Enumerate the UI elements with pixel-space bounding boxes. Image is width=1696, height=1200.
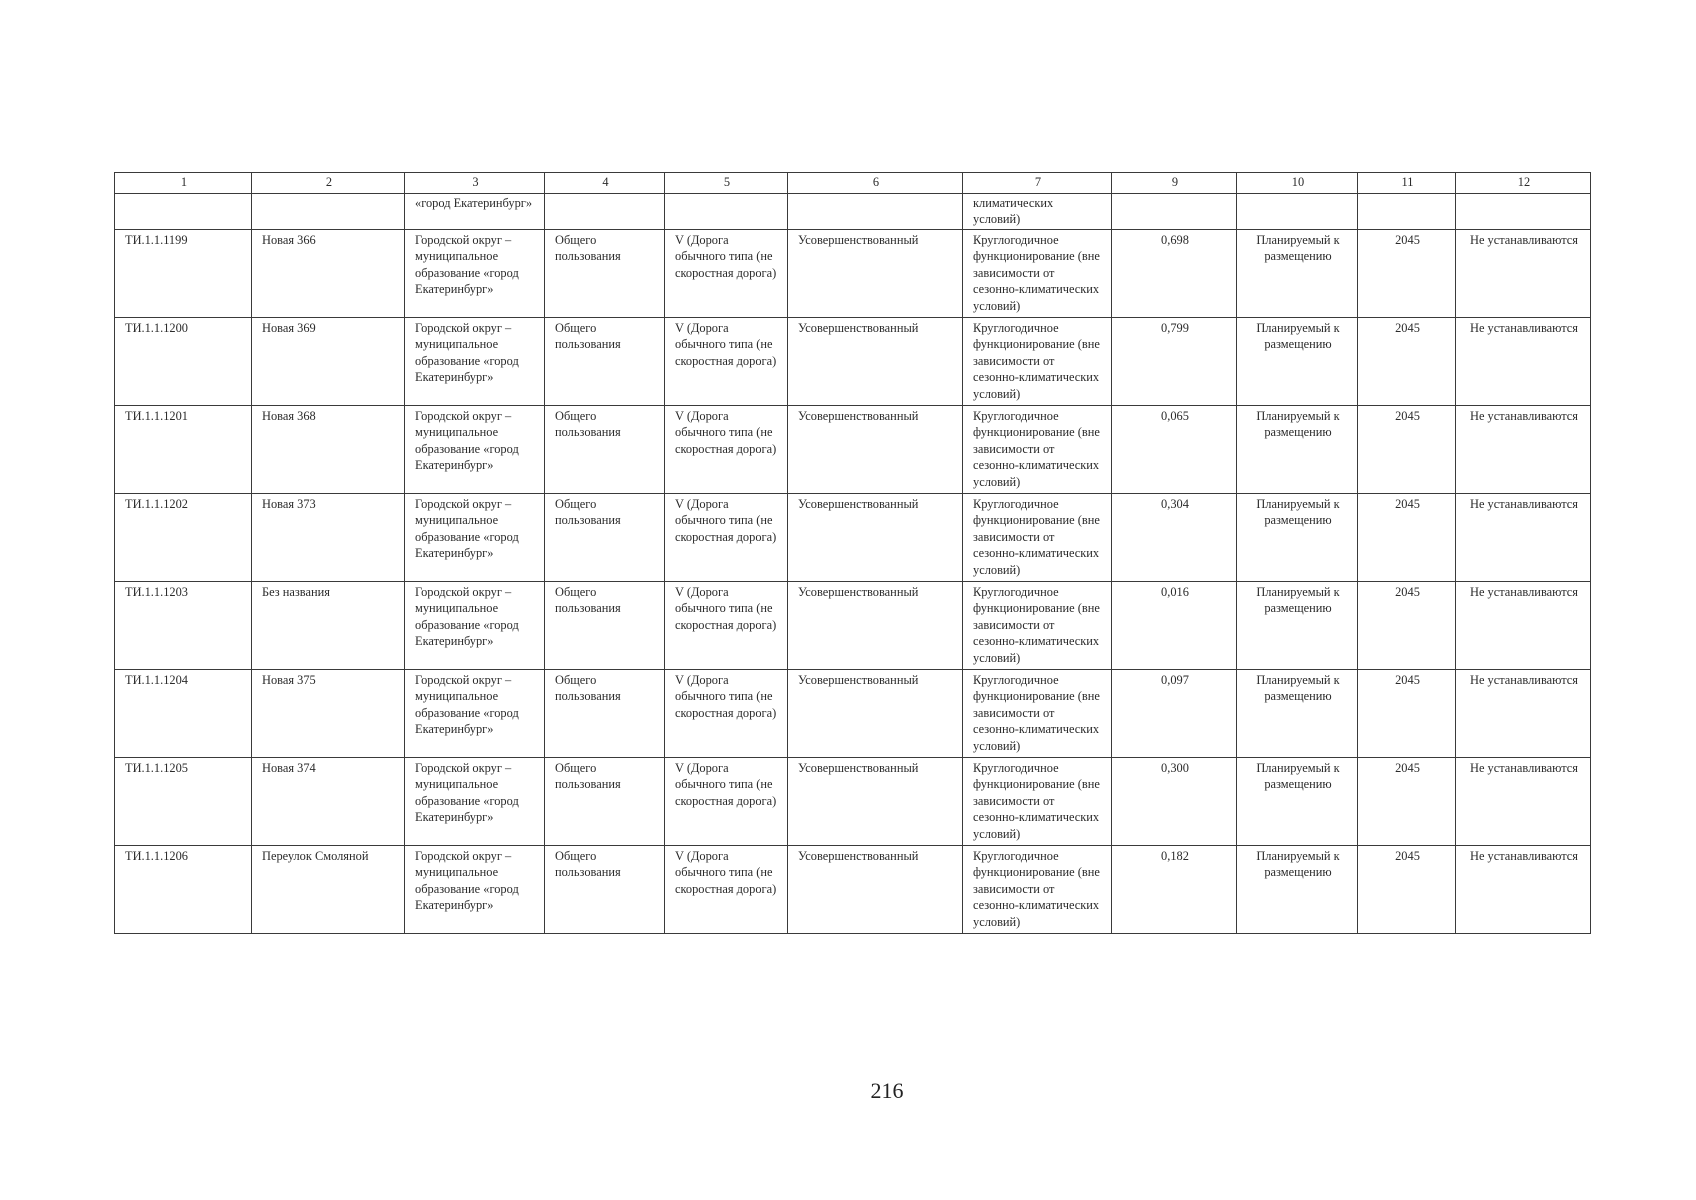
table-cell	[1456, 194, 1591, 230]
status-cell: Планируемый к размещению	[1237, 230, 1358, 318]
status-cell: Планируемый к размещению	[1237, 582, 1358, 670]
limits-cell: Не устанавливаются	[1456, 230, 1591, 318]
road-id-cell: ТИ.1.1.1202	[115, 494, 252, 582]
road-name-cell: Новая 368	[252, 406, 405, 494]
table-row	[115, 230, 1591, 318]
table-cell	[545, 194, 665, 230]
length-cell: 0,799	[1112, 318, 1237, 406]
col-header: 5	[665, 173, 788, 194]
col-header: 3	[405, 173, 545, 194]
table-cell	[252, 194, 405, 230]
table-cell	[788, 194, 963, 230]
road-id-cell: ТИ.1.1.1204	[115, 670, 252, 758]
purpose-cell: Общего пользования	[545, 582, 665, 670]
year-cell: 2045	[1358, 230, 1456, 318]
limits-cell: Не устанавливаются	[1456, 494, 1591, 582]
road-name-cell: Новая 375	[252, 670, 405, 758]
year-cell: 2045	[1358, 318, 1456, 406]
table-cell	[1358, 194, 1456, 230]
category-cell: V (Дорога обычного типа (не скоростная дорога)	[665, 582, 788, 670]
col-header: 7	[963, 173, 1112, 194]
road-name-cell: Новая 374	[252, 758, 405, 846]
category-cell: V (Дорога обычного типа (не скоростная дорога)	[665, 406, 788, 494]
municipality-cell: Городской округ – муниципальное образование «город Екатеринбург»	[405, 846, 545, 934]
limits-cell: Не устанавливаются	[1456, 318, 1591, 406]
purpose-cell: Общего пользования	[545, 846, 665, 934]
road-id-cell: ТИ.1.1.1200	[115, 318, 252, 406]
table-cell	[1237, 194, 1358, 230]
mode-cell: Круглогодичное функционирование (вне зависимости от сезонно-климатических условий)	[963, 406, 1112, 494]
surface-cell: Усовершенствованный	[788, 318, 963, 406]
municipality-cell: Городской округ – муниципальное образование «город Екатеринбург»	[405, 318, 545, 406]
header-row	[115, 173, 1591, 194]
roads-table	[114, 172, 1591, 934]
road-name-cell: Новая 373	[252, 494, 405, 582]
category-cell: V (Дорога обычного типа (не скоростная дорога)	[665, 846, 788, 934]
table-row	[115, 670, 1591, 758]
municipality-cell: Городской округ – муниципальное образование «город Екатеринбург»	[405, 758, 545, 846]
road-name-cell: Новая 369	[252, 318, 405, 406]
road-id-cell: ТИ.1.1.1199	[115, 230, 252, 318]
road-name-cell: Новая 366	[252, 230, 405, 318]
col-header: 4	[545, 173, 665, 194]
mode-cell: Круглогодичное функционирование (вне зависимости от сезонно-климатических условий)	[963, 846, 1112, 934]
surface-cell: Усовершенствованный	[788, 670, 963, 758]
municipality-cell: Городской округ – муниципальное образование «город Екатеринбург»	[405, 582, 545, 670]
table-cell	[115, 194, 252, 230]
year-cell: 2045	[1358, 582, 1456, 670]
length-cell: 0,065	[1112, 406, 1237, 494]
surface-cell: Усовершенствованный	[788, 230, 963, 318]
status-cell: Планируемый к размещению	[1237, 846, 1358, 934]
status-cell: Планируемый к размещению	[1237, 670, 1358, 758]
category-cell: V (Дорога обычного типа (не скоростная дорога)	[665, 318, 788, 406]
table-row	[115, 406, 1591, 494]
purpose-cell: Общего пользования	[545, 406, 665, 494]
year-cell: 2045	[1358, 846, 1456, 934]
table-row	[115, 846, 1591, 934]
municipality-cell: Городской округ – муниципальное образование «город Екатеринбург»	[405, 230, 545, 318]
status-cell: Планируемый к размещению	[1237, 318, 1358, 406]
municipality-cell: Городской округ – муниципальное образование «город Екатеринбург»	[405, 406, 545, 494]
mode-cell: Круглогодичное функционирование (вне зависимости от сезонно-климатических условий)	[963, 230, 1112, 318]
length-cell: 0,304	[1112, 494, 1237, 582]
category-cell: V (Дорога обычного типа (не скоростная дорога)	[665, 494, 788, 582]
mode-cell: Круглогодичное функционирование (вне зависимости от сезонно-климатических условий)	[963, 582, 1112, 670]
continuation-row	[115, 194, 1591, 230]
year-cell: 2045	[1358, 758, 1456, 846]
mode-cell: Круглогодичное функционирование (вне зависимости от сезонно-климатических условий)	[963, 318, 1112, 406]
limits-cell: Не устанавливаются	[1456, 758, 1591, 846]
surface-cell: Усовершенствованный	[788, 494, 963, 582]
surface-cell: Усовершенствованный	[788, 758, 963, 846]
table-row	[115, 582, 1591, 670]
mode-cell: Круглогодичное функционирование (вне зависимости от сезонно-климатических условий)	[963, 670, 1112, 758]
road-id-cell: ТИ.1.1.1201	[115, 406, 252, 494]
limits-cell: Не устанавливаются	[1456, 406, 1591, 494]
category-cell: V (Дорога обычного типа (не скоростная дорога)	[665, 230, 788, 318]
length-cell: 0,300	[1112, 758, 1237, 846]
purpose-cell: Общего пользования	[545, 758, 665, 846]
col-header: 11	[1358, 173, 1456, 194]
table-row	[115, 318, 1591, 406]
surface-cell: Усовершенствованный	[788, 846, 963, 934]
purpose-cell: Общего пользования	[545, 318, 665, 406]
col-header: 2	[252, 173, 405, 194]
col-header: 10	[1237, 173, 1358, 194]
year-cell: 2045	[1358, 494, 1456, 582]
road-name-cell: Без названия	[252, 582, 405, 670]
status-cell: Планируемый к размещению	[1237, 758, 1358, 846]
continuation-municipality: «город Екатеринбург»	[405, 194, 545, 230]
length-cell: 0,097	[1112, 670, 1237, 758]
limits-cell: Не устанавливаются	[1456, 846, 1591, 934]
purpose-cell: Общего пользования	[545, 230, 665, 318]
municipality-cell: Городской округ – муниципальное образование «город Екатеринбург»	[405, 670, 545, 758]
purpose-cell: Общего пользования	[545, 494, 665, 582]
year-cell: 2045	[1358, 670, 1456, 758]
mode-cell: Круглогодичное функционирование (вне зависимости от сезонно-климатических условий)	[963, 758, 1112, 846]
road-id-cell: ТИ.1.1.1205	[115, 758, 252, 846]
length-cell: 0,016	[1112, 582, 1237, 670]
length-cell: 0,698	[1112, 230, 1237, 318]
surface-cell: Усовершенствованный	[788, 582, 963, 670]
category-cell: V (Дорога обычного типа (не скоростная дорога)	[665, 758, 788, 846]
purpose-cell: Общего пользования	[545, 670, 665, 758]
table-row	[115, 758, 1591, 846]
surface-cell: Усовершенствованный	[788, 406, 963, 494]
road-id-cell: ТИ.1.1.1203	[115, 582, 252, 670]
continuation-mode: климатических условий)	[963, 194, 1112, 230]
table-row	[115, 494, 1591, 582]
length-cell: 0,182	[1112, 846, 1237, 934]
status-cell: Планируемый к размещению	[1237, 494, 1358, 582]
table-cell	[665, 194, 788, 230]
status-cell: Планируемый к размещению	[1237, 406, 1358, 494]
table-cell	[1112, 194, 1237, 230]
road-name-cell: Переулок Смоляной	[252, 846, 405, 934]
col-header: 12	[1456, 173, 1591, 194]
category-cell: V (Дорога обычного типа (не скоростная дорога)	[665, 670, 788, 758]
document-page	[114, 172, 1590, 934]
limits-cell: Не устанавливаются	[1456, 582, 1591, 670]
page-number: 216	[870, 1078, 904, 1103]
col-header: 9	[1112, 173, 1237, 194]
road-id-cell: ТИ.1.1.1206	[115, 846, 252, 934]
col-header: 1	[115, 173, 252, 194]
mode-cell: Круглогодичное функционирование (вне зависимости от сезонно-климатических условий)	[963, 494, 1112, 582]
col-header: 6	[788, 173, 963, 194]
municipality-cell: Городской округ – муниципальное образование «город Екатеринбург»	[405, 494, 545, 582]
limits-cell: Не устанавливаются	[1456, 670, 1591, 758]
year-cell: 2045	[1358, 406, 1456, 494]
